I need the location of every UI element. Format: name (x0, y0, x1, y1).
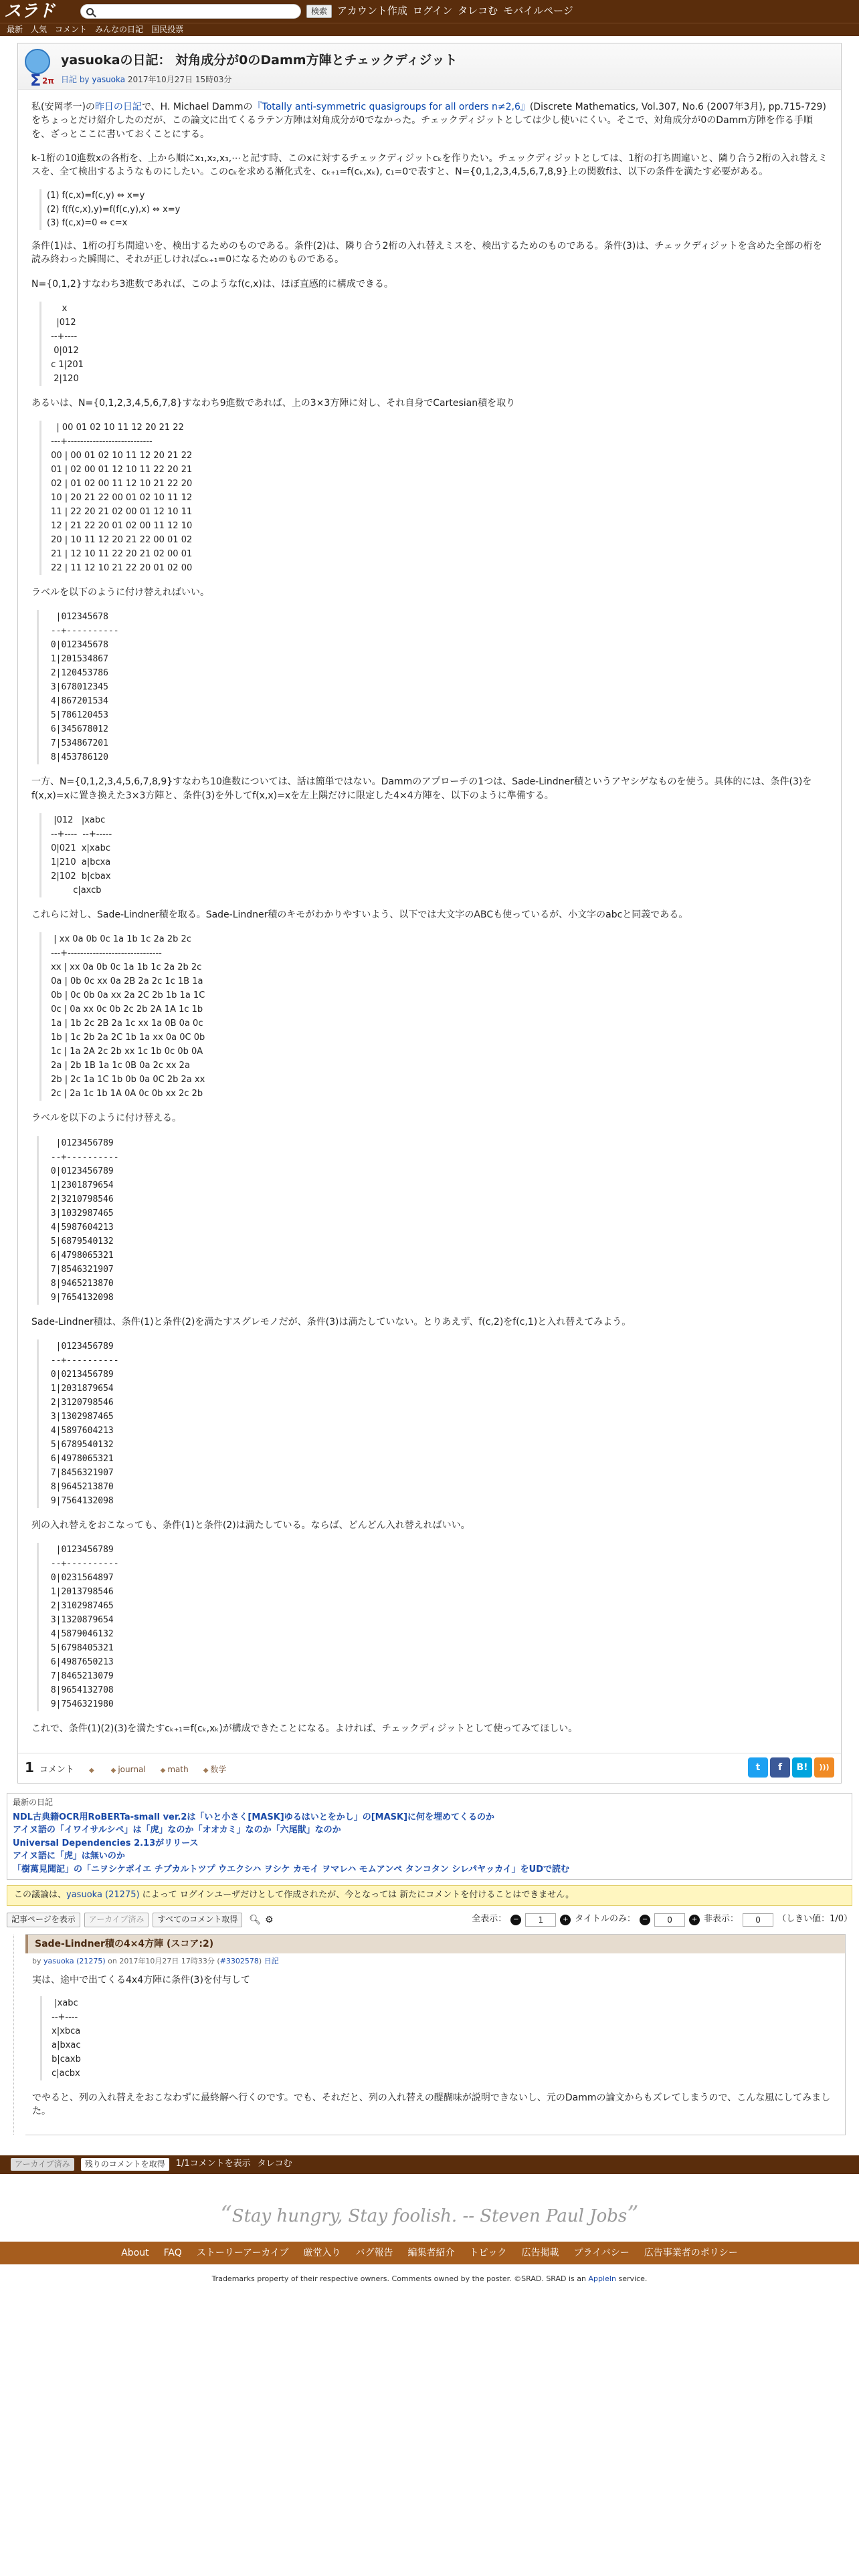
article-date: 2017年10月27日 15時03分 (125, 74, 232, 84)
tag-sugaku[interactable]: ◆ 数学 (203, 1764, 227, 1776)
journal-article (17, 43, 842, 1784)
minus-icon[interactable]: − (510, 1915, 521, 1925)
recent-item[interactable]: アイヌ語の「イワイサルシペ」は「虎」なのか「オオカミ」なのか「六尾獣」なのか (13, 1825, 341, 1836)
footer-link[interactable]: トピック (469, 2247, 507, 2258)
footer-quote: “Stay hungry, Stay foolish. -- Steven Paul Jobs” (220, 2200, 639, 2228)
footer-link[interactable]: プライバシー (573, 2247, 630, 2258)
recent-item[interactable]: アイヌ語に「虎」は無いのか (13, 1851, 125, 1862)
total-count[interactable]: 1 (525, 1913, 556, 1927)
recent-item[interactable]: NDL古典籍OCR用RoBERTa-small ver.2は「いと小さく[MASK]ゆるはいとをかし」の[MASK]に何を埋めてくるのか (13, 1812, 495, 1822)
hidden-count[interactable]: 0 (743, 1913, 773, 1927)
paragraph: 列の入れ替えをおこなっても、条件(1)と条件(2)は満たしている。ならば、どんどん入れ替えればいい。 (31, 1519, 470, 1531)
login-link[interactable]: ログイン (412, 5, 453, 17)
table-sade-lindner: | xx 0a 0b 0c 1a 1b 1c 2a 2b 2c ---+------------------------------ xx | xx 0a 0b 0c 1a 1b 1c 2a 2b 2c 0a | 0b 0c xx 0a 2B 2a 2c 1c 1B 1a 0b | 0c 0b 0a xx 2a 2C 2b 1b 1a 1C 0c | 0a xx 0c 0b 2c 2b 2A 1A 1c 1b 1a | 1b 2c 2B 2a 1c xx 1a 0B 0a 0c 1b | 1c 2b 2a 2C 1b 1a xx 0a 0C 0b 1c | 1a 2A 2c 2b xx 1c 1b 0c 0b 0A 2a | 2b 1B 1a 1c 0B 0a 2c xx 2a 2b | 2c 1a 1C 1b 0b 0a 0C 2b 2a xx 2c | 2a 1c 1b 1A 0A 0c 0b xx 2c 2b (39, 932, 828, 1101)
site-logo[interactable]: スラド (4, 1, 55, 21)
thread-indent (13, 1935, 20, 2135)
nav-popular[interactable]: 人気 (31, 24, 47, 34)
search-input[interactable] (99, 7, 295, 16)
nav-journals[interactable]: みんなの日記 (95, 24, 144, 34)
recent-item[interactable]: 「樹萬見聞記」の「ニヲシケポイエ チブカルトツプ ウエクシハ ヲシケ カモイ ヲマレハ モムアンペ タンコタン シレパヤッカイ」をUDで読む (13, 1864, 570, 1874)
get-all-comments-button[interactable]: すべてのコメント取得 (153, 1913, 242, 1927)
footer-link[interactable]: バグ報告 (355, 2247, 393, 2258)
paragraph: ラベルを以下のように付け替える。 (31, 1113, 181, 1124)
paper-link[interactable]: 『Totally anti-symmetric quasigroups for all orders n≠2,6』 (252, 102, 530, 112)
comment-body (25, 1969, 845, 2135)
table-10x10-c: |0123456789 --+---------- 0|0231564897 1|2013798546 2|3102987465 3|1320879654 4|5879046132 5|6798405321 6|4987650213 7|8465213079 8|9654132708 9|7546321980 (37, 1543, 828, 1711)
yesterday-diary-link[interactable]: 昨日の日記 (94, 102, 142, 112)
comment-paragraph: でやると、列の入れ替えをおこなわずに最終解へ行くのです。でも、それだと、列の入れ替えの醍醐味が説明できないし、元のDammの論文からもズレてしまうので、こんな風にしてみました。 (32, 2092, 831, 2117)
title-only-count[interactable]: 0 (654, 1913, 685, 1927)
archived-button: アーカイブ済み (11, 2158, 74, 2171)
recent-heading: 最新の日記 (13, 1798, 54, 1808)
condition-2: (2) f(f(c,x),y)=f(f(c,y),x) ⇔ x=y (47, 204, 181, 215)
bottom-bar (0, 2155, 859, 2174)
article-header (18, 43, 841, 90)
archived-notice: この議論は、yasuoka (21275) によって ログインユーザだけとして作成されたが、今となっては 新たにコメントを付けることはできません。 (7, 1885, 852, 1906)
total-label: 全表示： (472, 1914, 507, 1925)
rss-icon[interactable]: ))) (814, 1757, 834, 1778)
recent-item[interactable]: Universal Dependencies 2.13がリリース (13, 1838, 199, 1848)
hidden-label: 非表示： (704, 1914, 739, 1925)
hatena-bookmark-icon[interactable]: B! (792, 1757, 812, 1778)
paragraph: Sade-Lindner積は、条件(1)と条件(2)を満たすスグレモノだが、条件(3)は満たしていない。とりあえず、f(c,2)をf(c,1)と入れ替えてみよう。 (31, 1316, 632, 1327)
applein-link[interactable]: AppleIn (588, 2274, 617, 2284)
comment-count-number[interactable]: 1 (25, 1759, 34, 1776)
footer-link[interactable]: FAQ (163, 2247, 182, 2258)
search-box[interactable] (80, 4, 301, 19)
threshold-label: （しきい値：1/0） (777, 1914, 852, 1925)
search-button[interactable]: 検索 (306, 5, 332, 18)
top-bar (0, 0, 859, 23)
paragraph: 私(安岡孝一)の昨日の日記で、H. Michael Dammの『Totally anti-symmetric quasigroups for all orders n≠2,6』(Discrete Mathematics, Vol.307, No.6 (2007年3月), pp.715-729)をちょっとだけ紹介したのだが、この論文に出てくるラテン方陣は対角成分が0でなかった。チェックディジットとしては少し使いにくい。そこで、対角成分が0のDamm方陣を作る手順を、ざっとここに書いておくことにする。 (31, 102, 826, 140)
create-account-link[interactable]: アカウント作成 (337, 5, 407, 17)
plus-icon[interactable]: + (689, 1915, 700, 1925)
table-cartesian: | 00 01 02 10 11 12 20 21 22 ---+--------------------------- 00 | 00 01 02 10 11 12 20 21 22 01 | 02 00 01 12 10 11 22 20 21 02 | 01 02 00 11 12 10 21 22 20 10 | 20 21 22 00 01 02 10 11 12 11 | 22 20 21 02 00 01 12 10 11 12 | 21 22 20 01 02 00 11 12 10 20 | 10 11 12 20 21 22 00 01 02 21 | 12 10 11 22 20 21 02 00 01 22 | 11 12 10 21 22 20 01 02 00 (39, 421, 828, 575)
comment-count-label: コメント (39, 1764, 74, 1775)
recent-journals (7, 1793, 852, 1880)
archived-button: アーカイブ済み (84, 1913, 149, 1927)
submit-story-link[interactable]: タレコむ (458, 5, 498, 17)
paragraph: あるいは、N={0,1,2,3,4,5,6,7,8}すなわち9進数であれば、上の3×3方陣に対し、それ自身でCartesian積を取り (31, 397, 516, 409)
comment-controls (7, 1913, 852, 1927)
comment-title[interactable]: Sade-Lindner積の4×4方陣 (スコア:2) (25, 1935, 845, 1953)
tag-journal[interactable]: ◆ journal (111, 1764, 146, 1776)
twitter-icon[interactable]: t (748, 1757, 768, 1778)
tag-math[interactable]: ◆ math (161, 1764, 189, 1776)
nav-latest[interactable]: 最新 (7, 24, 23, 34)
footer-link[interactable]: 厳堂入り (303, 2247, 341, 2258)
paragraph: 一方、N={0,1,2,3,4,5,6,7,8,9}すなわち10進数については、話は簡単ではない。Dammのアプローチの1つは、Sade-Lindner積というアヤシゲなものを使う。具体的には、条件(3)をf(x,x)=xに置き換えた3×3方陣と、条件(3)を外してf(x,x)=xを左上隅だけに限定した4×4方陣を、以下のように準備する。 (31, 776, 812, 801)
copyright: Trademarks property of their respective owners. Comments owned by the poster. ©SRAD. SRAD is an AppleIn service. (211, 2274, 648, 2284)
comment-meta: by yasuoka (21275) on 2017年10月27日 17時33分 (#3302578) 日記 (32, 1956, 279, 1965)
footer-link[interactable]: 広告事業者のポリシー (644, 2247, 738, 2258)
math-topic-icon[interactable]: Σ 2π (22, 47, 53, 86)
condition-3: (3) f(c,x)=0 ⇔ c=x (47, 217, 128, 228)
table-3x3: x |012 --+---- 0|012 c 1|201 2|120 (39, 302, 828, 386)
top-nav (337, 4, 573, 19)
view-article-button[interactable]: 記事ページを表示 (7, 1913, 80, 1927)
plus-icon[interactable]: + (560, 1915, 571, 1925)
article-footer (18, 1753, 841, 1783)
comment-count (25, 1758, 226, 1778)
tag-empty[interactable] (89, 1764, 96, 1776)
comment-journal-link[interactable]: 日記 (264, 1956, 279, 1965)
paragraph: N={0,1,2}すなわち3進数であれば、このようなf(c,x)は、ほぼ直感的に構成できる。 (31, 278, 393, 290)
get-remaining-button[interactable]: 残りのコメントを取得 (81, 2158, 169, 2171)
paragraph: 条件(1)は、1桁の打ち間違いを、検出するためのものである。条件(2)は、隣り合う2桁の入れ替えミスを、検出するためのものである。条件(3)は、チェックディジットを含めた全部の桁を読み終わった瞬間に、それが正しければcₖ₊₁=0になるためのものである。 (31, 240, 822, 265)
table-10x10-b: |0123456789 --+---------- 0|0213456789 1|2031879654 2|3120798546 3|1302987465 4|5897604213 5|6789540132 6|4978065321 7|8456321907 8|9645213870 9|7564132098 (37, 1339, 828, 1508)
tarekomu-link[interactable]: タレコむ (257, 2159, 292, 2169)
conditions-list (39, 189, 828, 229)
condition-1: (1) f(c,x)=f(c,y) ⇔ x=y (47, 191, 145, 201)
share-buttons (748, 1757, 834, 1778)
comment-id-link[interactable]: #3302578 (219, 1956, 259, 1965)
footer-nav (0, 2242, 859, 2264)
comment (25, 1934, 846, 2135)
nav-comments[interactable]: コメント (55, 24, 88, 34)
minus-icon[interactable]: − (640, 1915, 650, 1925)
search-icon (86, 8, 94, 15)
facebook-icon[interactable]: f (770, 1757, 790, 1778)
paragraph: k-1桁の10進数xの各桁を、上から順にx₁,x₂,x₃,⋯と記す時、このxに対するチェックディジットcₖを作りたい。チェックディジットとしては、1桁の打ち間違いと、隣り合う2桁の入れ替えミスを、全て検出するようなものにしたい。このcₖを求める漸化式を、cₖ₊₁=f(cₖ,xₖ), c₁=0で表すと、N={0,1,2,3,4,5,6,7,8,9}上の関数fは、以下の条件を満たす必要がある。 (31, 152, 828, 178)
table-9x9: |012345678 --+---------- 0|012345678 1|201534867 2|120453786 3|678012345 4|867201534 5|786120453 6|345678012 7|534867201 8|453786120 (37, 610, 828, 764)
nav-polls[interactable]: 国民投票 (151, 24, 184, 34)
gear-icon[interactable]: ⚙ (265, 1914, 274, 1925)
article-author[interactable]: yasuoka (92, 74, 126, 84)
article-body (18, 90, 841, 1753)
table-10x10-a: |0123456789 --+---------- 0|0123456789 1|2301879654 2|3210798546 3|1032987465 4|5987604213 5|6879540132 6|4798065321 7|8546321907 8|9465213870 9|7654132098 (37, 1136, 828, 1305)
footer-link[interactable]: 編集者紹介 (407, 2247, 455, 2258)
table-3x3-and-4x4: |012 |xabc --+---- --+----- 0|021 x|xabc 1|210 a|bcxa 2|102 b|cbax c|axcb (39, 813, 828, 897)
comment-table: |xabc --+---- x|xbca a|bxac b|caxb c|acbx (40, 1996, 838, 2080)
comment-paragraph: 実は、途中で出てくる4x4方陣に条件(3)を付与して (32, 1974, 250, 1985)
article-title[interactable]: yasuokaの日記： 対角成分が0のDamm方陣とチェックディジット (61, 53, 458, 68)
footer-link[interactable]: About (121, 2247, 149, 2258)
search-icon[interactable]: 🔍︎ (249, 1914, 261, 1925)
comment-counter: 1/1コメントを表示 (175, 2159, 251, 2169)
title-only-label: タイトルのみ： (575, 1914, 636, 1925)
sub-nav (0, 23, 859, 36)
notice-user-link[interactable]: yasuoka (21275) (66, 1890, 140, 1901)
paragraph: これらに対し、Sade-Lindner積を取る。Sade-Lindner積のキモがわかりやすいよう、以下では大文字のABCも使っているが、小文字のabcと同義である。 (31, 909, 688, 920)
article-meta (61, 74, 458, 86)
mobile-page-link[interactable]: モバイルページ (503, 5, 573, 17)
footer-link[interactable]: ストーリーアーカイブ (196, 2247, 289, 2258)
paragraph: ラベルを以下のように付け替えればいい。 (31, 587, 209, 599)
footer-link[interactable]: 広告掲載 (521, 2247, 559, 2258)
article-type: 日記 by (61, 74, 92, 84)
paragraph: これで、条件(1)(2)(3)を満たすcₖ₊₁=f(cₖ,xₖ)が構成できたことになる。よければ、チェックディジットとして使ってみてほしい。 (31, 1723, 578, 1735)
comment-author-link[interactable]: yasuoka (21275) (43, 1956, 106, 1965)
